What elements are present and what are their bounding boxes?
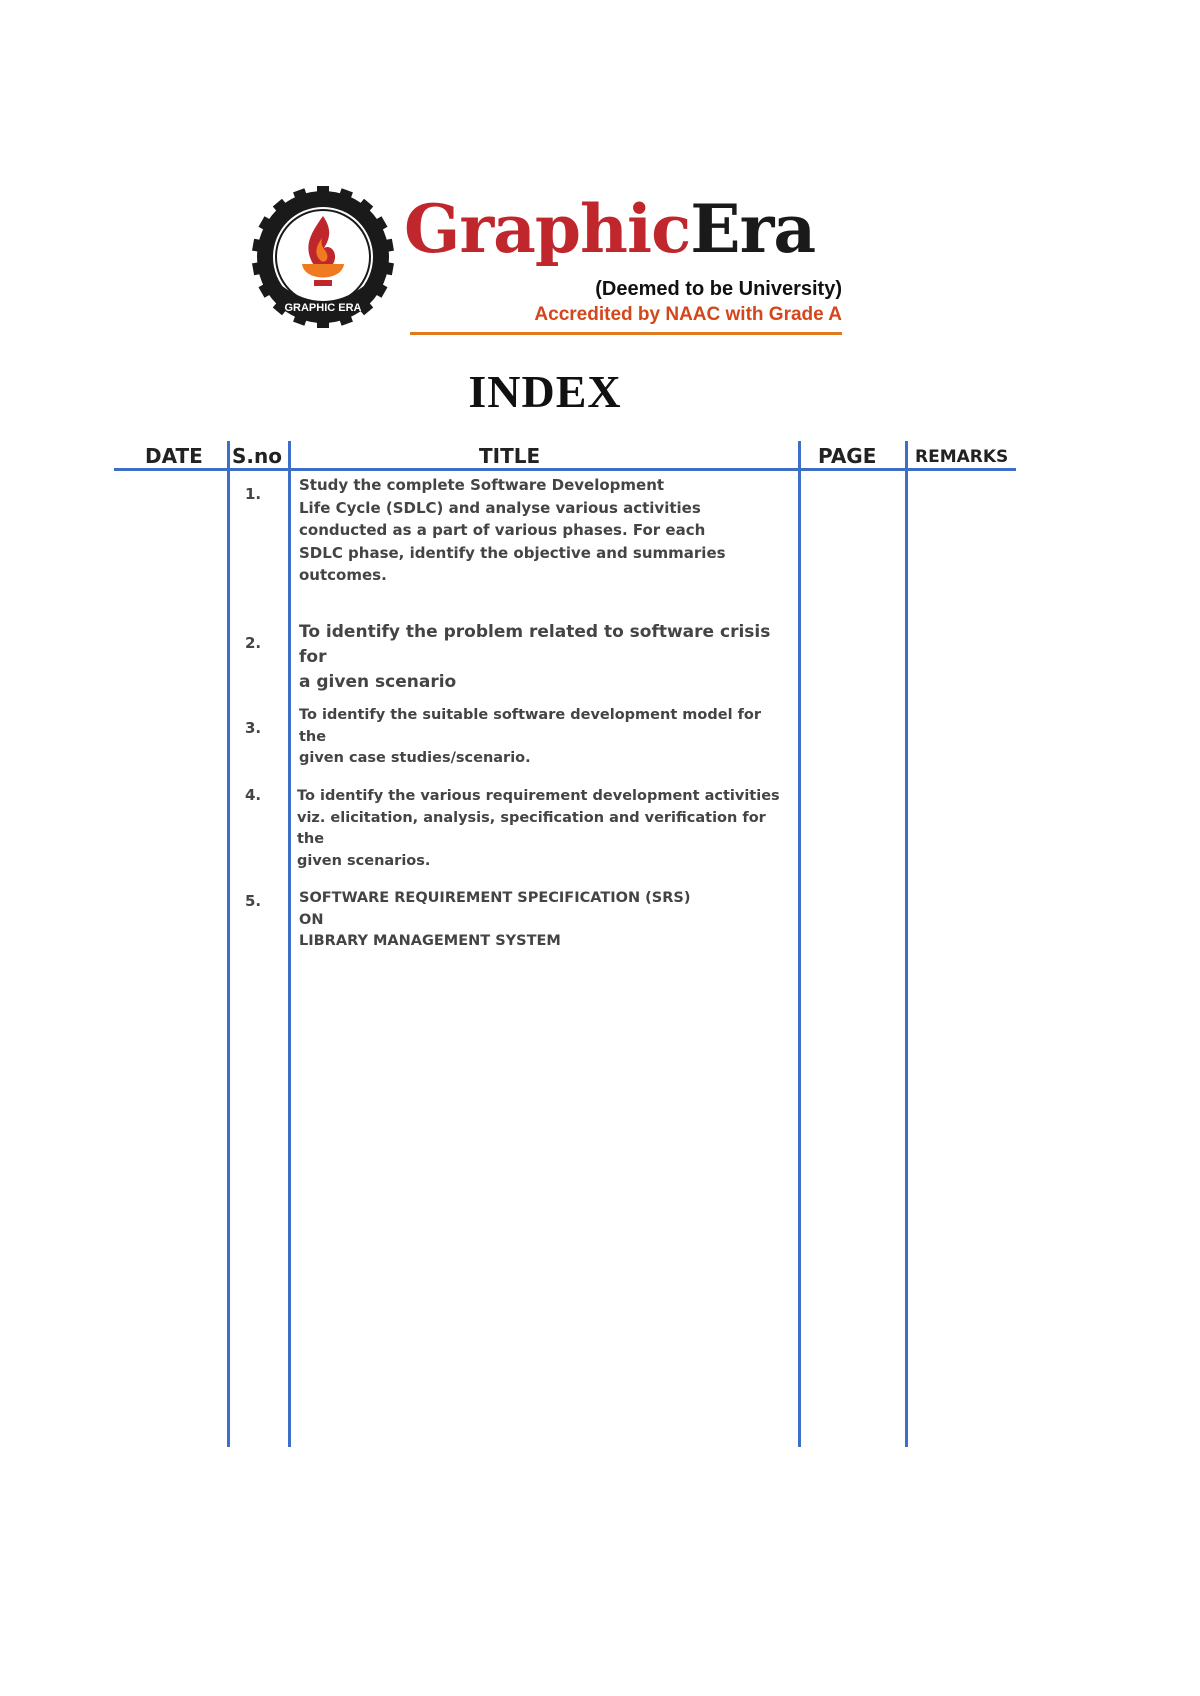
header-rule	[114, 468, 1016, 471]
svg-text:GRAPHIC ERA: GRAPHIC ERA	[284, 302, 362, 314]
row-sno: 3.	[245, 719, 262, 737]
university-subtitle: (Deemed to be University)	[595, 278, 842, 300]
row-title: To identify the problem related to software crisis for a given scenario	[299, 622, 771, 692]
row-title: Study the complete Software Development Life Cycle (SDLC) and analyse various activities conducted as a part of various phases. For each SDLC phase, identify the objective and summaries outcomes.	[299, 476, 726, 584]
row-sno: 2.	[245, 634, 262, 652]
column-header-title: TITLE	[479, 444, 541, 468]
row-sno: 4.	[245, 786, 262, 804]
column-header-date: DATE	[145, 444, 203, 468]
column-header-page: PAGE	[818, 444, 877, 468]
column-divider	[288, 441, 291, 1447]
page-title: INDEX	[468, 366, 622, 417]
column-divider	[798, 441, 801, 1447]
column-divider	[227, 441, 230, 1447]
row-sno: 1.	[245, 485, 262, 503]
accreditation-text: Accredited by NAAC with Grade A	[534, 304, 842, 325]
column-header-remarks: REMARKS	[915, 447, 1009, 467]
university-name-part1: Graphic	[404, 190, 691, 268]
university-name-part2: Era	[690, 190, 816, 268]
row-title: To identify the various requirement development activities viz. elicitation, analysis, specification and verification for the given scenarios.	[297, 788, 780, 869]
row-title: SOFTWARE REQUIREMENT SPECIFICATION (SRS) ON LIBRARY MANAGEMENT SYSTEM	[299, 890, 691, 949]
row-title: To identify the suitable software development model for the given case studies/scenario.	[299, 707, 762, 766]
row-sno: 5.	[245, 892, 262, 910]
column-header-sno: S.no	[232, 444, 282, 468]
column-divider	[905, 441, 908, 1447]
